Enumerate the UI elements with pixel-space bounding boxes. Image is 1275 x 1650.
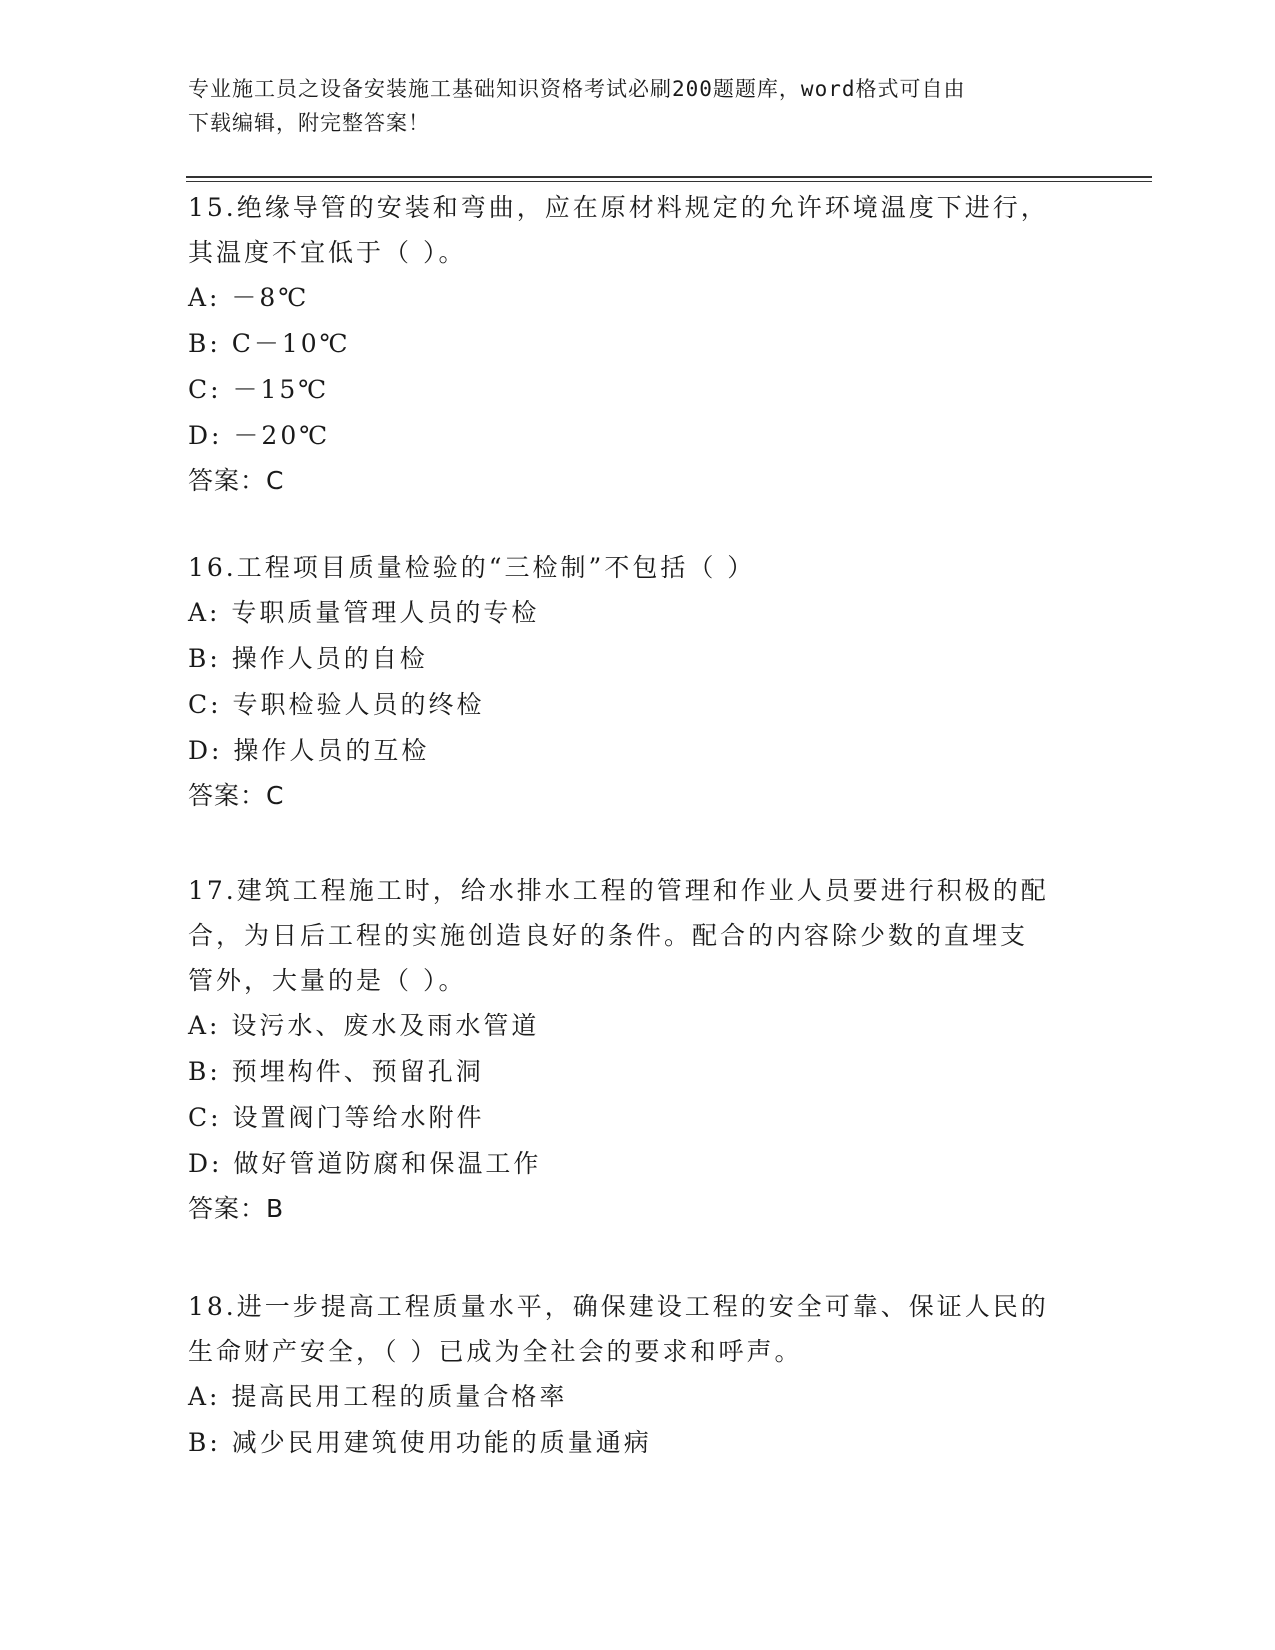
option-b: B: 操作人员的自检 — [188, 644, 428, 673]
question-15 — [188, 185, 1088, 503]
option-c: C: 专职检验人员的终检 — [188, 690, 485, 719]
option-d: D: 做好管道防腐和保温工作 — [188, 1149, 542, 1178]
question-stem-line: 16.工程项目质量检验的“三检制”不包括（ ） — [188, 553, 756, 582]
question-stem-line: 管外，大量的是（ ）。 — [188, 966, 467, 995]
option-b: B: 预埋构件、预留孔洞 — [188, 1057, 484, 1086]
question-stem-line: 15.绝缘导管的安装和弯曲，应在原材料规定的允许环境温度下进行， — [188, 193, 1049, 222]
question-stem — [188, 185, 1088, 275]
header-divider-thick — [186, 176, 1152, 178]
option-b: B: 减少民用建筑使用功能的质量通病 — [188, 1428, 652, 1457]
question-stem-line: 合，为日后工程的实施创造良好的条件。配合的内容除少数的直埋支 — [188, 921, 1029, 950]
option-d: D: －20℃ — [188, 421, 331, 450]
header-line-1: 专业施工员之设备安装施工基础知识资格考试必刷200题题库，word格式可自由 — [188, 77, 966, 101]
question-stem-line: 17.建筑工程施工时，给水排水工程的管理和作业人员要进行积极的配 — [188, 876, 1049, 905]
question-17 — [188, 868, 1088, 1231]
option-d: D: 操作人员的互检 — [188, 736, 430, 765]
option-a: A: 提高民用工程的质量合格率 — [188, 1382, 568, 1411]
option-a: A: 设污水、废水及雨水管道 — [188, 1011, 540, 1040]
answer-label: 答案：C — [188, 781, 285, 810]
question-stem-line: 18.进一步提高工程质量水平，确保建设工程的安全可靠、保证人民的 — [188, 1292, 1049, 1321]
question-18 — [188, 1284, 1088, 1466]
question-stem — [188, 868, 1088, 1003]
question-16 — [188, 545, 1088, 818]
question-stem-line: 生命财产安全，（ ）已成为全社会的要求和呼声。 — [188, 1337, 803, 1366]
option-c: C: 设置阀门等给水附件 — [188, 1103, 485, 1132]
option-a: A: 专职质量管理人员的专检 — [188, 598, 540, 627]
header-line-2: 下载编辑，附完整答案！ — [188, 111, 430, 135]
question-stem — [188, 1284, 1088, 1374]
option-c: C: －15℃ — [188, 375, 330, 404]
answer-label: 答案：B — [188, 1194, 285, 1223]
answer-label: 答案：C — [188, 466, 285, 495]
document-header — [188, 72, 1068, 140]
question-stem — [188, 545, 1088, 590]
option-b: B: C－10℃ — [188, 329, 351, 358]
header-divider-thin — [186, 181, 1152, 182]
option-a: A: －8℃ — [188, 283, 310, 312]
question-stem-line: 其温度不宜低于（ ）。 — [188, 238, 467, 267]
